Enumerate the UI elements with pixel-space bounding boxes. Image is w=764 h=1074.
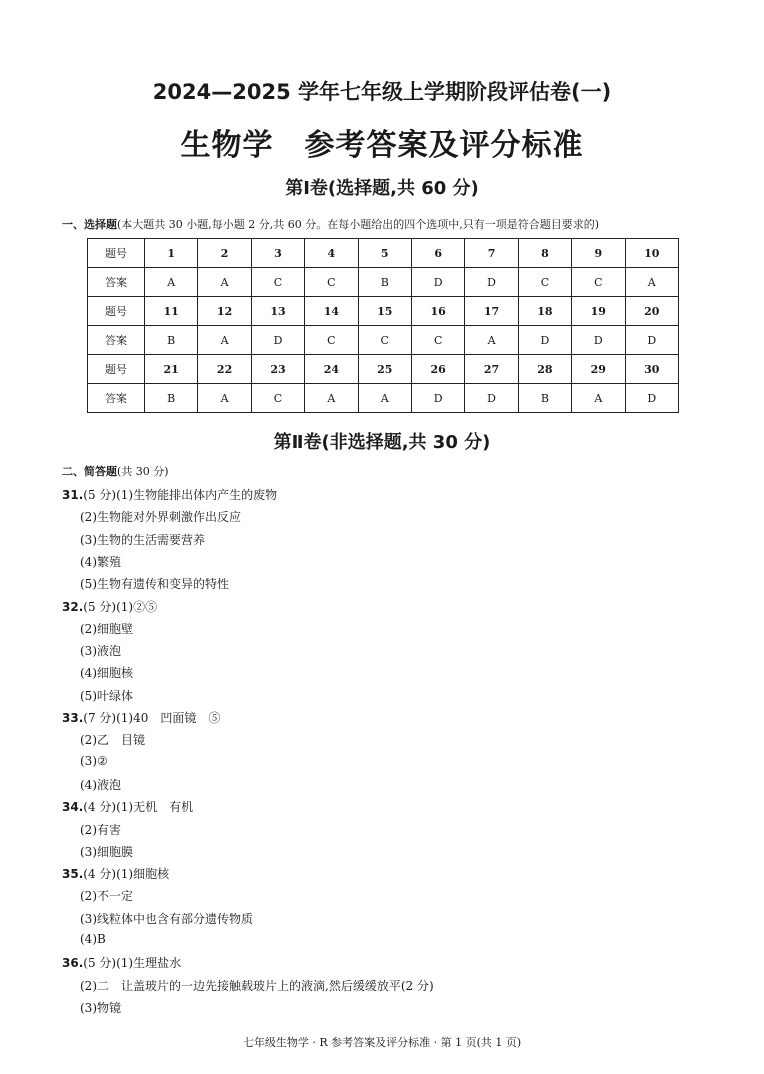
row-label-number: 题号 (88, 297, 145, 326)
answer-cell: C (305, 326, 358, 355)
answer-cell: D (251, 326, 304, 355)
answer-cell: C (518, 268, 571, 297)
sub-answer: (2)二 让盖玻片的一边先接触载玻片上的液滴,然后缓缓放平(2 分) (80, 978, 434, 993)
answer-cell: D (625, 326, 678, 355)
question-number-cell: 24 (305, 355, 358, 384)
exam-title: 2024—2025 学年七年级上学期阶段评估卷(一) (152, 80, 612, 104)
row-label-number: 题号 (88, 239, 145, 268)
question-first-answer: (7 分)(1)40 凹面镜 ⑤ (83, 711, 221, 725)
answer-cell: C (411, 326, 464, 355)
question-item (62, 598, 722, 615)
answer-cell: B (145, 384, 198, 413)
answer-cell: A (465, 326, 518, 355)
question-first-answer: (5 分)(1)生物能排出体内产生的废物 (83, 488, 278, 502)
answer-cell: A (145, 268, 198, 297)
question-number: 35. (62, 867, 84, 882)
question-number-cell: 8 (518, 239, 571, 268)
answer-cell: D (518, 326, 571, 355)
table-row (88, 239, 679, 268)
sub-answer: (3)生物的生活需要营养 (80, 532, 205, 547)
answer-cell: B (518, 384, 571, 413)
question-number-cell: 20 (625, 297, 678, 326)
question-number-cell: 4 (305, 239, 358, 268)
answer-cell: A (198, 268, 251, 297)
row-label-answer: 答案 (88, 384, 145, 413)
row-label-answer: 答案 (88, 326, 145, 355)
table-row (88, 384, 679, 413)
question-number-cell: 23 (251, 355, 304, 384)
question-number: 34. (62, 800, 84, 815)
question-number-cell: 13 (251, 297, 304, 326)
question-item (62, 954, 722, 971)
sub-answer: (2)有害 (80, 822, 121, 837)
question-number-cell: 17 (465, 297, 518, 326)
sub-answer: (2)细胞壁 (80, 621, 133, 636)
question-number-cell: 5 (358, 239, 411, 268)
section2-instructions (62, 463, 169, 479)
question-number-cell: 6 (411, 239, 464, 268)
answer-cell: A (358, 384, 411, 413)
question-number-cell: 29 (572, 355, 625, 384)
row-label-number: 题号 (88, 355, 145, 384)
question-item (62, 865, 722, 882)
sub-answer: (5)叶绿体 (80, 688, 133, 703)
question-number-cell: 22 (198, 355, 251, 384)
question-number: 31. (62, 488, 84, 502)
part1-label: 一、选择题 (62, 218, 117, 231)
answer-cell: C (358, 326, 411, 355)
question-number: 32. (62, 599, 84, 614)
question-first-answer: (4 分)(1)细胞核 (83, 867, 170, 882)
page-footer: 七年级生物学 · R 参考答案及评分标准 · 第 1 页(共 1 页) (242, 1036, 522, 1049)
part2-label: 二、简答题 (62, 465, 117, 478)
section1-instructions (62, 216, 722, 232)
answer-cell: C (251, 384, 304, 413)
sub-answer: (2)乙 目镜 (80, 733, 145, 748)
question-number-cell: 28 (518, 355, 571, 384)
answer-cell: D (465, 268, 518, 297)
answer-cell: D (465, 384, 518, 413)
question-number-cell: 26 (411, 355, 464, 384)
question-number-cell: 10 (625, 239, 678, 268)
question-number-cell: 1 (145, 239, 198, 268)
sub-answer: (3)线粒体中也含有部分遗传物质 (80, 911, 253, 926)
question-number-cell: 27 (465, 355, 518, 384)
question-first-answer: (5 分)(1)②⑤ (83, 599, 158, 614)
question-number-cell: 12 (198, 297, 251, 326)
sub-answer: (3)② (80, 753, 108, 768)
table-row (88, 297, 679, 326)
answer-cell: D (572, 326, 625, 355)
answer-cell: B (145, 326, 198, 355)
question-number-cell: 7 (465, 239, 518, 268)
sub-answer: (3)细胞膜 (80, 844, 133, 859)
answer-cell: C (251, 268, 304, 297)
sub-answer: (4)繁殖 (80, 554, 121, 569)
table-row (88, 355, 679, 384)
sub-answer: (2)生物能对外界刺激作出反应 (80, 510, 241, 525)
sub-answer: (3)物镜 (80, 1000, 121, 1015)
question-number-cell: 14 (305, 297, 358, 326)
sub-answer: (4)细胞核 (80, 666, 133, 681)
answer-cell: A (305, 384, 358, 413)
answer-cell: A (572, 384, 625, 413)
answer-cell: B (358, 268, 411, 297)
question-item (62, 486, 722, 503)
question-number-cell: 3 (251, 239, 304, 268)
question-number-cell: 30 (625, 355, 678, 384)
answer-cell: D (411, 384, 464, 413)
answer-table (87, 238, 679, 413)
question-number: 33. (62, 711, 84, 725)
sub-answer: (4)B (80, 932, 106, 946)
answer-cell: A (625, 268, 678, 297)
question-first-answer: (5 分)(1)生理盐水 (83, 956, 182, 971)
table-row (88, 326, 679, 355)
question-number-cell: 25 (358, 355, 411, 384)
part1-note: (本大题共 30 小题,每小题 2 分,共 60 分。在每小题给出的四个选项中,只有一项是符合题目要求的) (117, 218, 600, 231)
question-item (62, 798, 722, 815)
question-number-cell: 16 (411, 297, 464, 326)
sub-answer: (5)生物有遗传和变异的特性 (80, 577, 229, 592)
part2-note: (共 30 分) (117, 465, 169, 478)
section2-heading: 第Ⅱ卷(非选择题,共 30 分) (273, 432, 491, 453)
answer-cell: C (305, 268, 358, 297)
question-number-cell: 15 (358, 297, 411, 326)
answer-cell: A (198, 384, 251, 413)
question-number-cell: 11 (145, 297, 198, 326)
answer-cell: D (625, 384, 678, 413)
row-label-answer: 答案 (88, 268, 145, 297)
answer-cell: A (198, 326, 251, 355)
question-number-cell: 18 (518, 297, 571, 326)
section1-heading: 第Ⅰ卷(选择题,共 60 分) (285, 178, 479, 199)
answer-cell: D (411, 268, 464, 297)
question-number: 36. (62, 956, 84, 971)
answer-cell: C (572, 268, 625, 297)
question-first-answer: (4 分)(1)无机 有机 (83, 800, 194, 815)
sub-answer: (3)液泡 (80, 644, 121, 659)
question-item (62, 709, 722, 726)
sub-answer: (4)液泡 (80, 777, 121, 792)
sub-answer: (2)不一定 (80, 889, 133, 904)
question-number-cell: 9 (572, 239, 625, 268)
exam-subtitle: 生物学 参考答案及评分标准 (180, 128, 584, 163)
question-number-cell: 2 (198, 239, 251, 268)
table-row (88, 268, 679, 297)
question-number-cell: 19 (572, 297, 625, 326)
question-number-cell: 21 (145, 355, 198, 384)
